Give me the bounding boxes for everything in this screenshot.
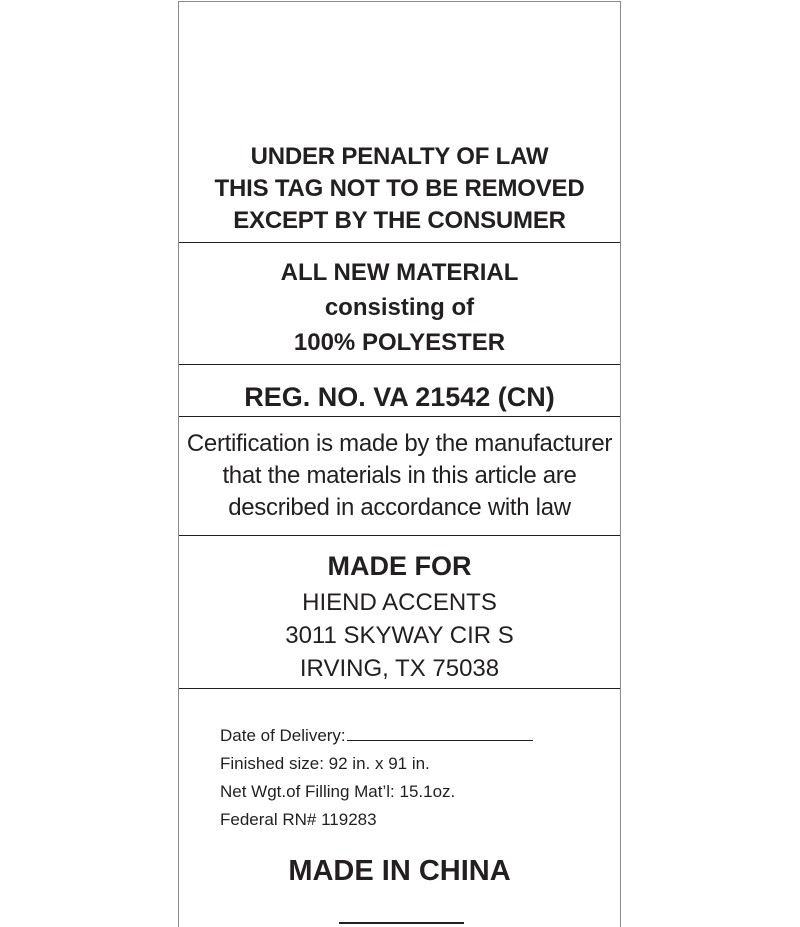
warning-line: THIS TAG NOT TO BE REMOVED — [214, 175, 585, 202]
certification-line: Certification is made by the manufacturer — [186, 430, 613, 457]
federal-rn: Federal RN# 119283 — [220, 810, 377, 829]
material-line: consisting of — [324, 294, 475, 321]
finished-size: Finished size: 92 in. x 91 in. — [220, 754, 430, 773]
section-divider — [179, 416, 620, 417]
section-divider — [179, 242, 620, 243]
certification-line: described in accordance with law — [228, 494, 571, 521]
certification-statement — [179, 428, 620, 524]
delivery-date-row — [220, 722, 533, 750]
made-for-heading-text: MADE FOR — [327, 551, 472, 581]
material-content — [179, 255, 620, 360]
section-divider — [179, 688, 620, 689]
material-line: ALL NEW MATERIAL — [280, 259, 519, 286]
made-for-heading — [179, 548, 620, 584]
warning-line: UNDER PENALTY OF LAW — [250, 143, 549, 170]
origin-text: MADE IN CHINA — [288, 855, 511, 887]
warning-line: EXCEPT BY THE CONSUMER — [233, 207, 566, 234]
section-divider — [179, 364, 620, 365]
material-line: 100% POLYESTER — [293, 329, 506, 356]
net-weight: Net Wgt.of Filling Mat’l: 15.1oz. — [220, 782, 456, 801]
address-line: HIEND ACCENTS — [302, 589, 497, 616]
penalty-warning — [179, 141, 620, 237]
certification-line: that the materials in this article are — [222, 462, 577, 489]
delivery-date-blank — [347, 740, 533, 741]
address-line: 3011 SKYWAY CIR S — [285, 622, 514, 649]
made-for-address — [179, 586, 620, 685]
delivery-date-label: Date of Delivery: — [220, 726, 346, 745]
section-divider — [179, 535, 620, 536]
law-tag — [178, 1, 621, 927]
product-details — [220, 722, 533, 834]
registration-number — [179, 379, 620, 415]
address-line: IRVING, TX 75038 — [299, 655, 500, 682]
registration-text: REG. NO. VA 21542 (CN) — [244, 382, 555, 412]
country-of-origin — [179, 853, 620, 889]
tag-bottom-edge — [339, 922, 464, 924]
